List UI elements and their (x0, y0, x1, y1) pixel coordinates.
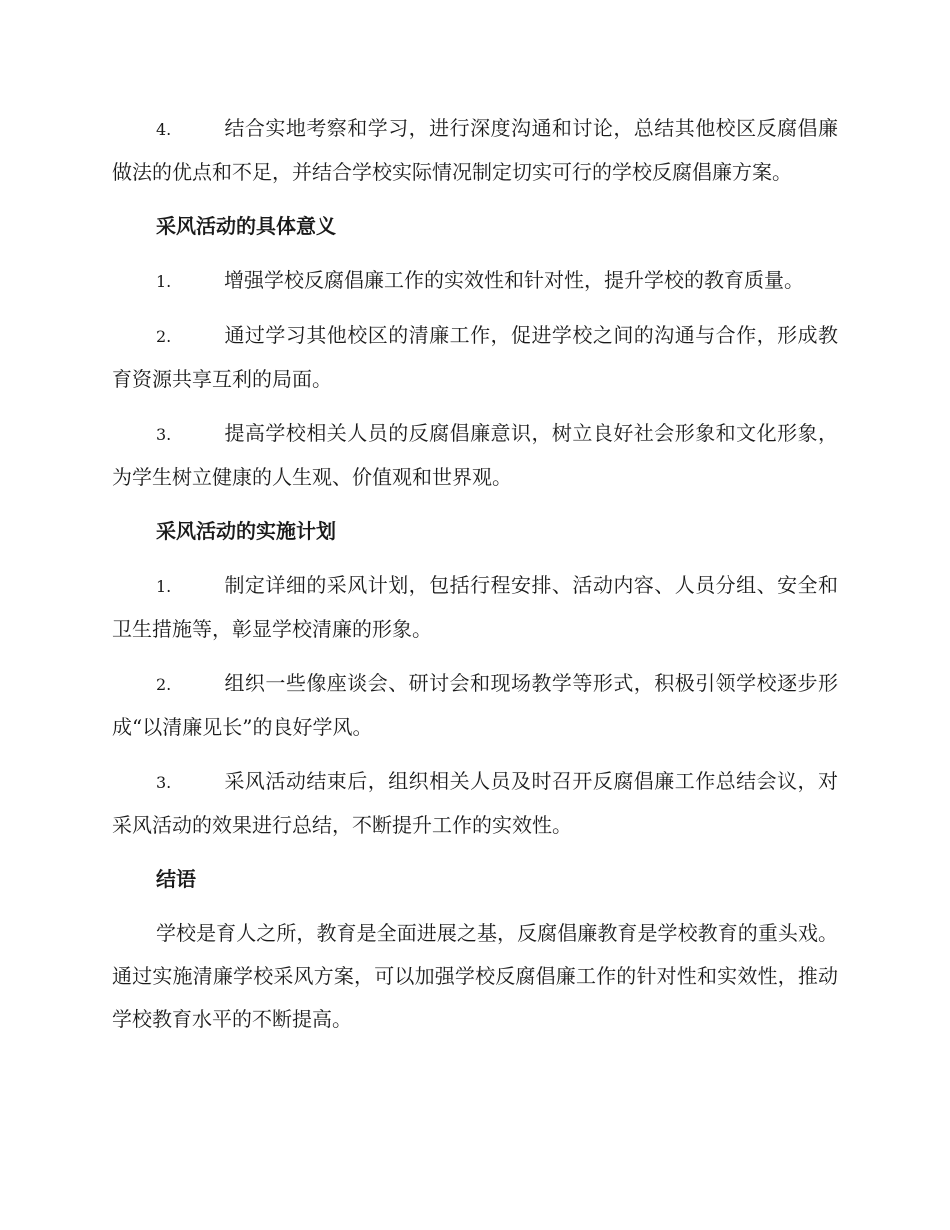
list-item-text: 组织一些像座谈会、研讨会和现场教学等形式，积极引领学校逐步形成“以清廉见长”的良好学风。 (112, 671, 838, 739)
list-item-number: 1. (156, 577, 172, 596)
list-item-number: 2. (156, 327, 172, 346)
list-item-number: 4. (156, 120, 172, 139)
list-item (112, 412, 838, 499)
list-item-text: 提高学校相关人员的反腐倡廉意识，树立良好社会形象和文化形象，为学生树立健康的人生观、价值观和世界观。 (112, 421, 838, 489)
list-item (112, 259, 838, 303)
list-item (112, 760, 838, 847)
list-item-number: 1. (156, 272, 172, 291)
list-item (112, 564, 838, 651)
conclusion-paragraph: 学校是育人之所，教育是全面进展之基，反腐倡廉教育是学校教育的重头戏。通过实施清廉学校采风方案，可以加强学校反腐倡廉工作的针对性和实效性，推动学校教育水平的不断提高。 (112, 921, 838, 1031)
section-heading-conclusion: 结语 (156, 867, 196, 891)
list-item-number: 3. (156, 773, 172, 792)
list-item-text: 结合实地考察和学习，进行深度沟通和讨论，总结其他校区反腐倡廉做法的优点和不足，并结合学校实际情况制定切实可行的学校反腐倡廉方案。 (112, 116, 838, 184)
list-item-text: 采风活动结束后，组织相关人员及时召开反腐倡廉工作总结会议，对采风活动的效果进行总结，不断提升工作的实效性。 (112, 769, 838, 837)
section-heading-plan: 采风活动的实施计划 (156, 519, 336, 543)
list-item-text: 制定详细的采风计划，包括行程安排、活动内容、人员分组、安全和卫生措施等，彰显学校清廉的形象。 (112, 573, 838, 641)
list-item (112, 662, 838, 749)
section-heading-significance: 采风活动的具体意义 (156, 214, 336, 238)
list-item-number: 2. (156, 675, 172, 694)
list-item-text: 增强学校反腐倡廉工作的实效性和针对性，提升学校的教育质量。 (224, 268, 804, 292)
list-item-number: 3. (156, 425, 172, 444)
document-body (112, 107, 838, 1052)
list-item (112, 107, 838, 194)
list-item (112, 314, 838, 401)
list-item-text: 通过学习其他校区的清廉工作，促进学校之间的沟通与合作，形成教育资源共享互利的局面。 (112, 323, 838, 391)
